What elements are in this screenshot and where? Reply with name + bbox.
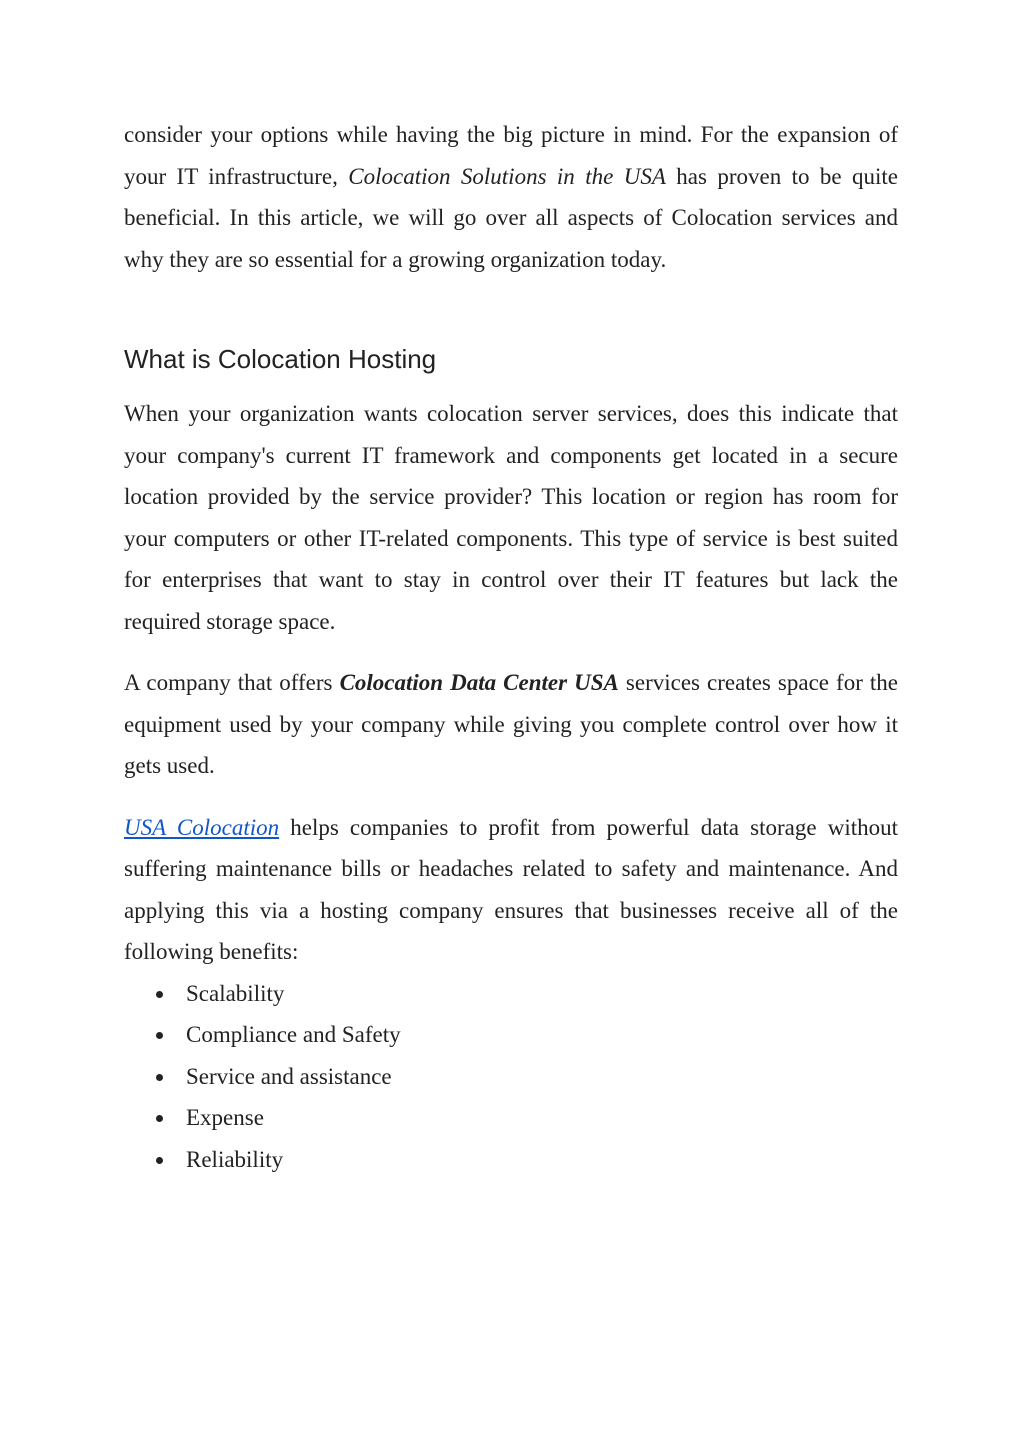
bullet-icon <box>156 1115 163 1122</box>
intro-text-2: has proven to be quite beneficial. In this article, we will go over all aspects of Colocation services and why they are so essential for a growing organization today. <box>124 163 898 272</box>
bullet-icon <box>156 1074 163 1081</box>
benefit-label: Scalability <box>186 980 285 1006</box>
list-item <box>124 1014 898 1056</box>
paragraph-colocation-definition: When your organization wants colocation server services, does this indicate that your company's current IT framework and components get located in a secure location provided by the service provider? This location or region has room for your computers or other IT-related components. This type of service is best suited for enterprises that want to stay in control over their IT features but lack the required storage space. <box>124 401 898 634</box>
document-page <box>124 114 898 1180</box>
bullet-icon <box>156 991 163 998</box>
benefits-list <box>124 973 898 1181</box>
intro-italic-phrase: Colocation Solutions in the USA <box>348 163 666 189</box>
usa-colocation-text: helps companies to profit from powerful data storage without suffering maintenance bills or headaches related to safety and maintenance. And applying this via a hosting company ensures that businesses receive all of the following benefits: <box>124 814 898 964</box>
paragraph-data-center <box>124 662 898 787</box>
benefit-label: Reliability <box>186 1146 284 1172</box>
benefit-label: Expense <box>186 1105 264 1130</box>
bullet-icon <box>156 1032 163 1039</box>
intro-paragraph <box>124 114 898 280</box>
benefit-label: Compliance and Safety <box>186 1022 401 1047</box>
list-item <box>124 1139 898 1181</box>
benefit-label: Service and assistance <box>186 1063 392 1089</box>
data-center-text-1: A company that offers <box>124 670 340 695</box>
list-item <box>124 973 898 1015</box>
list-item <box>124 1056 898 1098</box>
bullet-icon <box>156 1157 163 1164</box>
paragraph-usa-colocation <box>124 807 898 973</box>
usa-colocation-link[interactable]: USA Colocation <box>124 814 280 840</box>
intro-text-1: consider your options while having the big picture in mind. For the expansion of your IT infrastructure, <box>124 122 898 189</box>
list-item <box>124 1097 898 1139</box>
section-heading: What is Colocation Hosting <box>124 344 437 374</box>
data-center-bold-phrase: Colocation Data Center USA <box>339 670 619 695</box>
data-center-text-2: services creates space for the equipment used by your company while giving you complete control over how it gets used. <box>124 670 899 778</box>
